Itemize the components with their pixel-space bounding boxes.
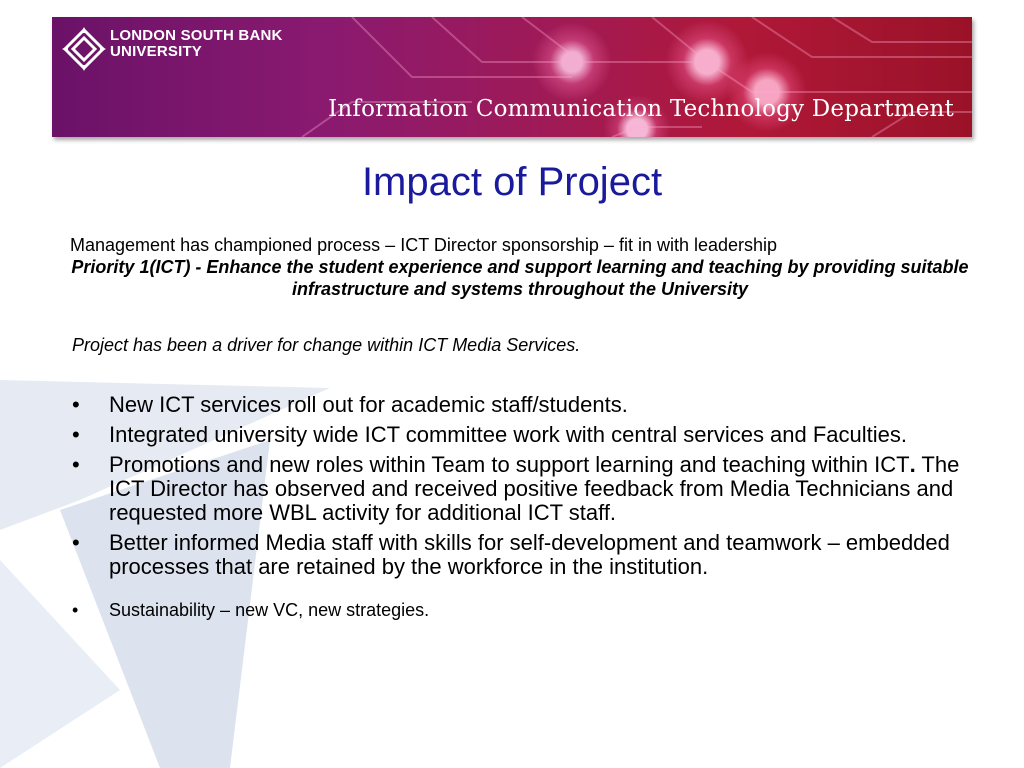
university-logo-icon	[62, 27, 106, 71]
bullet-text-part-a: Promotions and new roles within Team to support learning and teaching within ICT	[109, 452, 910, 477]
priority-line: Priority 1(ICT) - Enhance the student experience and support learning and teaching by providing suitable infrastructure and systems throughout the University	[71, 257, 969, 299]
department-name: Information Communication Technology Department	[328, 96, 954, 122]
bullet-text: Better informed Media staff with skills for self-development and teamwork – embedded processes that are retained by the workforce in the institution.	[109, 530, 950, 579]
bullet-marker: •	[72, 392, 80, 417]
university-name	[110, 28, 283, 60]
bullet-list	[68, 393, 978, 627]
bullet-text: Sustainability – new VC, new strategies.	[109, 600, 430, 620]
slide-title: Impact of Project	[361, 160, 663, 204]
bullet-item	[68, 423, 978, 447]
bullet-text-part-c: The ICT Director has observed and received positive feedback from Media Technicians and requested more WBL activity for additional ICT staff.	[109, 452, 960, 525]
bullet-text: Integrated university wide ICT committee work with central services and Faculties.	[109, 422, 908, 447]
bullet-marker: •	[72, 600, 79, 620]
bullet-item	[68, 393, 978, 417]
driver-line: Project has been a driver for change within ICT Media Services.	[72, 335, 581, 355]
bullet-item	[68, 599, 978, 621]
bullet-text-part-b: .	[909, 452, 916, 477]
university-name-line1: LONDON SOUTH BANK	[110, 27, 283, 44]
bullet-item	[68, 453, 978, 525]
management-line: Management has championed process – ICT Director sponsorship – fit in with leadership	[70, 235, 778, 255]
bullet-item	[68, 531, 978, 579]
university-name-line2: UNIVERSITY	[110, 43, 203, 60]
bullet-marker: •	[72, 452, 80, 477]
header-banner	[52, 17, 972, 137]
bullet-marker: •	[72, 422, 80, 447]
bullet-text: New ICT services roll out for academic staff/students.	[109, 392, 628, 417]
bullet-marker: •	[72, 530, 80, 555]
intro-text	[68, 234, 972, 356]
